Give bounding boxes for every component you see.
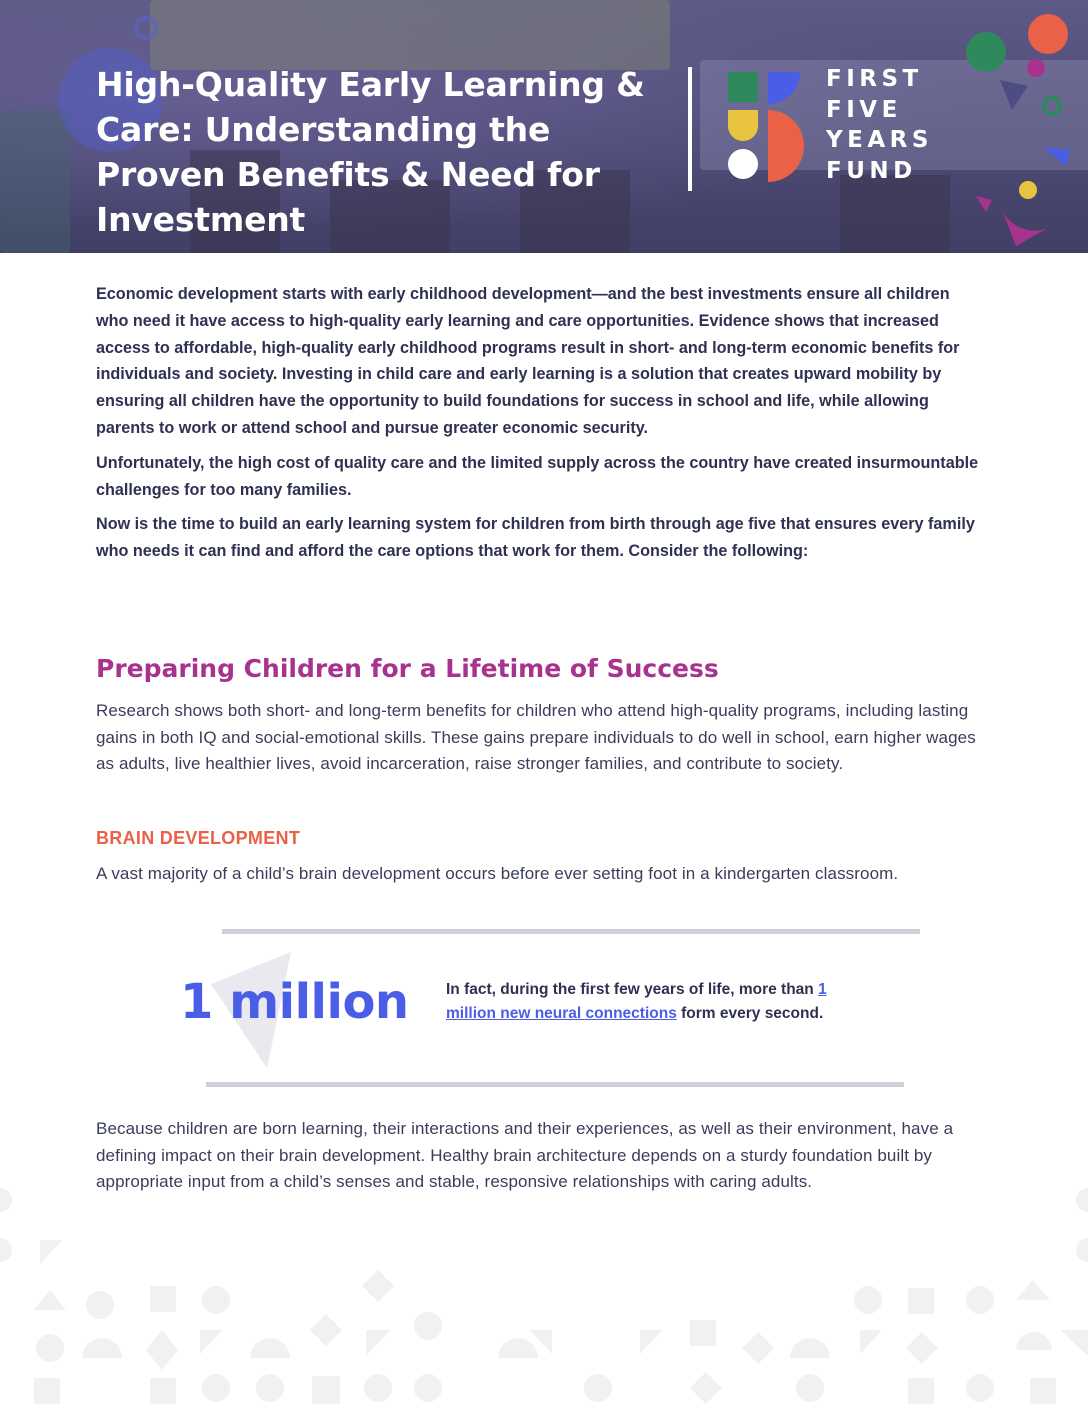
stat-number: 1 million <box>180 974 409 1030</box>
first-five-years-fund-logo-mark-icon <box>724 68 804 184</box>
page-title: High-Quality Early Learning & Care: Understanding the Proven Benefits & Need for Investment <box>96 65 645 239</box>
header-banner <box>0 0 1088 253</box>
stat-description <box>446 978 876 1026</box>
intro-paragraph: Unfortunately, the high cost of quality care and the limited supply across the country have created insurmountable challenges for too many families. <box>96 453 979 499</box>
footer-decorative-shapes <box>0 1180 1088 1408</box>
logo-line: FUND <box>826 157 917 184</box>
logo-line: FIVE <box>826 96 902 123</box>
brain-intro <box>96 861 986 888</box>
section-paragraph: Research shows both short- and long-term benefits for children who attend high-quality programs, including lasting gains in both IQ and social-emotional skills. These gains prepare individuals to do well in school, earn higher wages as adults, live healthier lives, avoid incarceration, raise stronger families, and contribute to society. <box>96 701 976 773</box>
stat-top-rule <box>222 929 920 934</box>
section-title: Preparing Children for a Lifetime of Success <box>96 654 719 683</box>
stat-bottom-rule <box>206 1082 904 1087</box>
stat-text-before: In fact, during the first few years of life, more than <box>446 981 819 998</box>
logo-line: YEARS <box>826 127 933 153</box>
brain-closing-paragraph: Because children are born learning, their interactions and their experiences, as well as their environment, have a defining impact on their brain development. Healthy brain architecture depends on a sturdy foundation built by appropriate input from a child’s senses and stable, responsive relationships with caring adults. <box>96 1119 954 1191</box>
intro-paragraph: Now is the time to build an early learning system for children from birth through age five that ensures every family who needs it can find and afford the care options that work for them. Consider the following: <box>96 515 975 561</box>
header-divider <box>688 67 692 191</box>
brain-development-heading: BRAIN DEVELOPMENT <box>96 828 301 848</box>
intro-paragraph: Economic development starts with early childhood development—and the best investments ensure all children who need it have access to high-quality early learning and care opportunities. Evidence shows that increased access to affordable, high-quality early childhood programs result in short- and long-term economic benefits for individuals and society. Investing in child care and early learning is a solution that creates upward mobility by ensuring all children have the opportunity to build foundations for success in school and life, while allowing parents to work or attend school and pursue greater economic security. <box>96 285 960 437</box>
section-body <box>96 698 986 778</box>
background-chair <box>840 175 950 253</box>
logo-line: FIRST <box>826 66 923 92</box>
brain-intro-paragraph: A vast majority of a child’s brain development occurs before ever setting foot in a kindergarten classroom. <box>96 864 899 883</box>
neural-connections-link[interactable]: 1 million new neural connections <box>446 981 827 1022</box>
intro-section <box>96 281 986 573</box>
stat-text-after: form every second. <box>676 1005 824 1022</box>
confetti-shapes <box>940 0 1088 253</box>
